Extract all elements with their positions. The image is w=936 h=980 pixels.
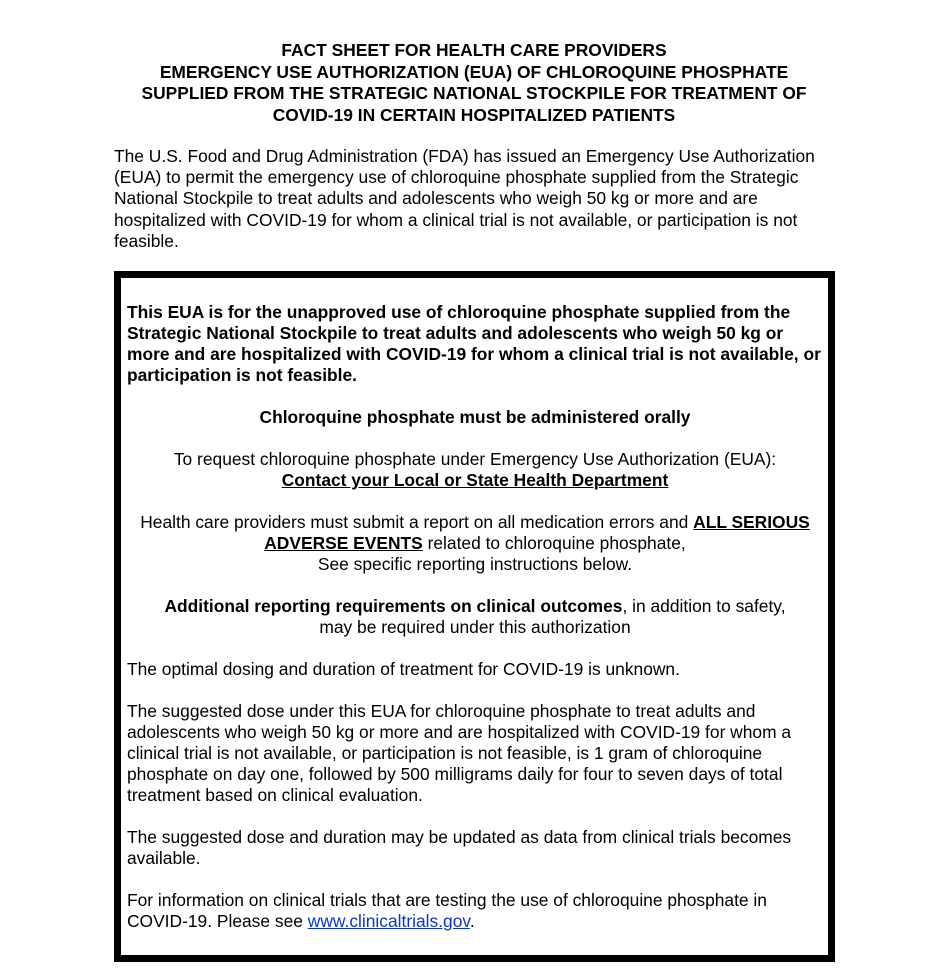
serious-adverse-events: ALL SERIOUS ADVERSE EVENTS — [264, 512, 810, 553]
title-line-1: FACT SHEET FOR HEALTH CARE PROVIDERS — [281, 40, 667, 60]
clinicaltrials-link[interactable]: www.clinicaltrials.gov — [307, 911, 470, 931]
document-title — [100, 40, 848, 126]
reporting-requirements — [127, 512, 823, 575]
highlight-box — [114, 271, 835, 962]
additional-bold: Additional reporting requirements on clinical outcomes — [164, 596, 623, 616]
title-line-2: EMERGENCY USE AUTHORIZATION (EUA) OF CHLOROQUINE PHOSPHATE — [159, 61, 789, 82]
additional-reporting — [127, 596, 823, 638]
optimal-dosing-notice: The optimal dosing and duration of treatment for COVID-19 is unknown. — [127, 659, 680, 679]
title-line-3: SUPPLIED FROM THE STRATEGIC NATIONAL STOCKPILE FOR TREATMENT OF — [141, 83, 807, 103]
additional-text-2: may be required under this authorization — [319, 617, 631, 637]
trials-end: . — [469, 911, 475, 931]
title-line-4: COVID-19 IN CERTAIN HOSPITALIZED PATIENTS — [272, 104, 676, 125]
update-notice: The suggested dose and duration may be updated as data from clinical trials becomes available. — [127, 827, 792, 868]
eua-statement: This EUA is for the unapproved use of chloroquine phosphate supplied from the Strategic National Stockpile to treat adults and adolescents who weigh 50 kg or more and are hospitalized with COVID-19 for whom a clinical trial is not available, or participation is not feasible. — [127, 302, 821, 385]
intro-paragraph: The U.S. Food and Drug Administration (FDA) has issued an Emergency Use Authorization (EUA) to permit the emergency use of chloroquine phosphate supplied from the Strategic National Stockpile to treat adults and adolescents who weigh 50 kg or more and are hospitalized with COVID-19 for whom a clinical trial is not available, or participation is not feasible. — [114, 146, 815, 251]
oral-administration-notice: Chloroquine phosphate must be administered orally — [259, 407, 691, 427]
highlight-box-content — [127, 302, 823, 953]
request-contact: Contact your Local or State Health Department — [281, 470, 669, 490]
suggested-dose-paragraph: The suggested dose under this EUA for chloroquine phosphate to treat adults and adolescents who weigh 50 kg or more and are hospitalized with COVID-19 for whom a clinical trial is not available, or participation is not feasible, is 1 gram of chloroquine phosphate on day one, followed by 500 milligrams daily for four to seven days of total treatment based on clinical evaluation. — [127, 701, 792, 805]
report-text-2: related to chloroquine phosphate, — [422, 533, 686, 553]
report-text-3: See specific reporting instructions below. — [317, 554, 633, 574]
request-instructions — [127, 449, 823, 491]
additional-text-1: , in addition to safety, — [622, 596, 786, 616]
report-text-1: Health care providers must submit a report on all medication errors and — [140, 512, 694, 532]
clinical-trials-paragraph — [127, 890, 823, 932]
request-text: To request chloroquine phosphate under Emergency Use Authorization (EUA): — [173, 449, 777, 469]
trials-text: For information on clinical trials that are testing the use of chloroquine phosphate in COVID-19. Please see — [127, 890, 767, 931]
